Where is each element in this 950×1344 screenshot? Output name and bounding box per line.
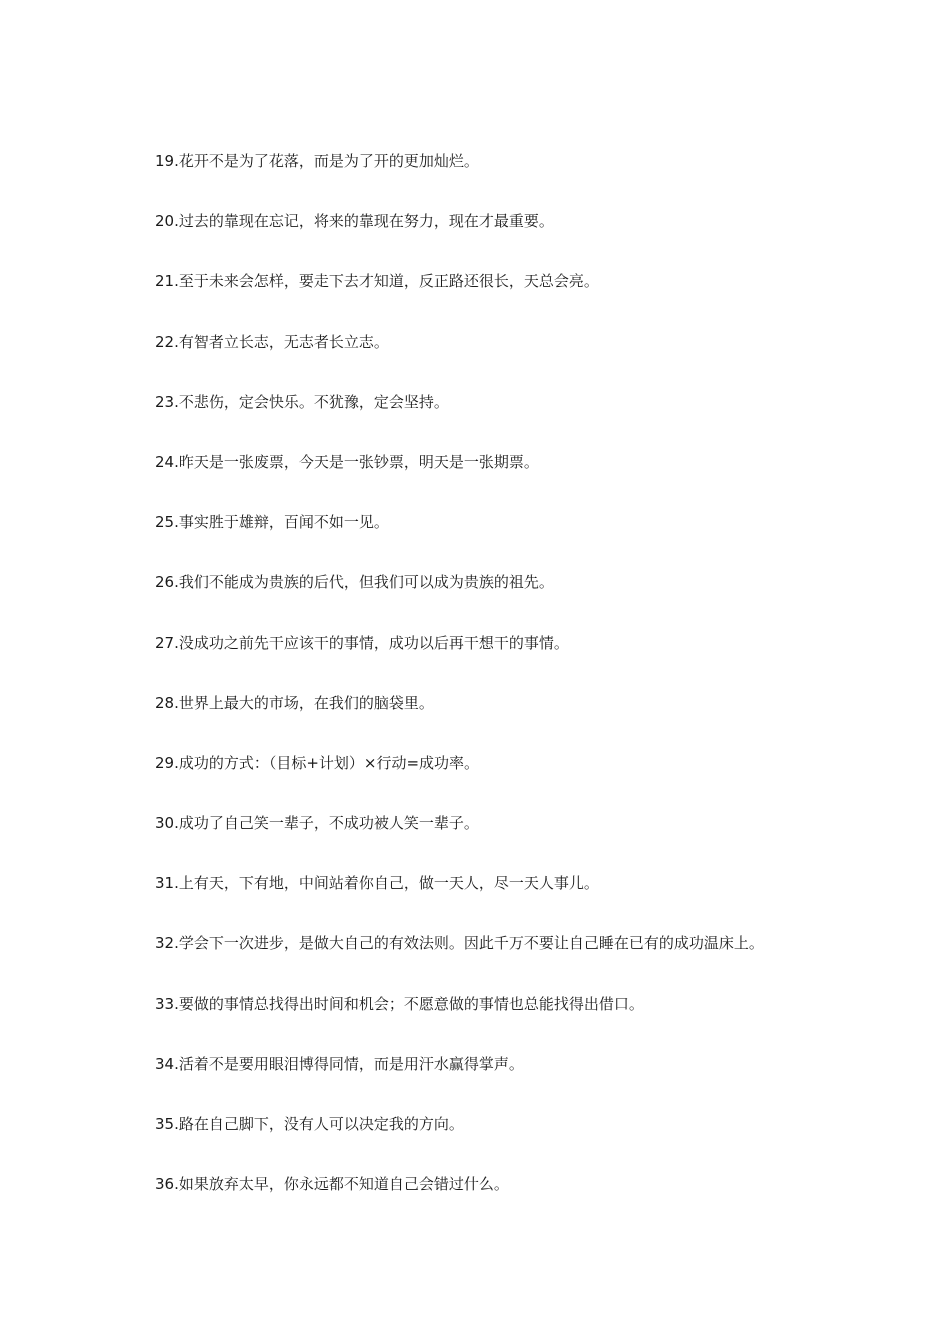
quote-25: 25.事实胜于雄辩，百闻不如一见。 [155,513,389,532]
quote-35: 35.路在自己脚下，没有人可以决定我的方向。 [155,1115,464,1133]
quote-36: 36.如果放弃太早，你永远都不知道自己会错过什么。 [155,1175,509,1194]
quote-22: 22.有智者立长志，无志者长立志。 [155,332,389,351]
quote-19: 19.花开不是为了花落，而是为了开的更加灿烂。 [155,152,479,170]
quote-23: 23.不悲伤，定会快乐。不犹豫，定会坚持。 [155,392,449,411]
quote-30: 30.成功了自己笑一辈子，不成功被人笑一辈子。 [155,814,479,833]
quote-32: 32.学会下一次进步，是做大自己的有效法则。因此千万不要让自己睡在已有的成功温床上。 [155,934,764,953]
quote-33: 33.要做的事情总找得出时间和机会；不愿意做的事情也总能找得出借口。 [155,994,644,1013]
quote-27: 27.没成功之前先干应该干的事情，成功以后再干想干的事情。 [155,633,569,652]
quote-28: 28.世界上最大的市场，在我们的脑袋里。 [155,693,434,712]
quote-list [155,149,935,1232]
quote-31: 31.上有天，下有地，中间站着你自己，做一天人，尽一天人事儿。 [155,874,599,893]
quote-21: 21.至于未来会怎样，要走下去才知道，反正路还很长，天总会亮。 [155,272,599,291]
quote-26: 26.我们不能成为贵族的后代，但我们可以成为贵族的祖先。 [155,573,554,592]
quote-34: 34.活着不是要用眼泪博得同情，而是用汗水赢得掌声。 [155,1054,524,1073]
quote-20: 20.过去的靠现在忘记，将来的靠现在努力，现在才最重要。 [155,212,554,231]
quote-24: 24.昨天是一张废票，今天是一张钞票，明天是一张期票。 [155,452,539,471]
quote-29: 29.成功的方式：（目标+计划）×行动=成功率。 [155,753,480,772]
